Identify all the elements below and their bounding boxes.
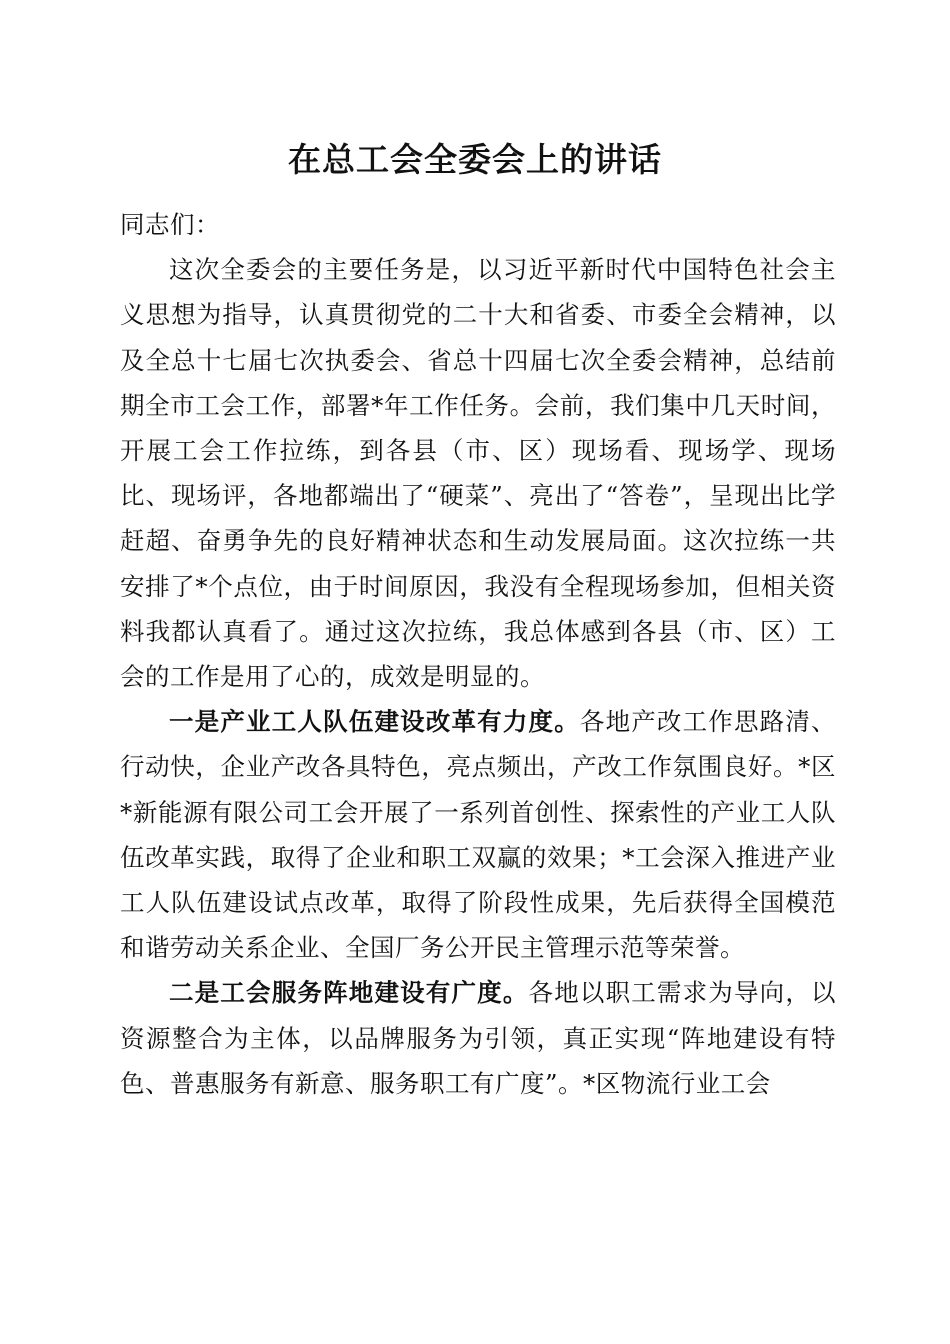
paragraph-point-two-text: 各地以职工需求为导向，以资源整合为主体，以品牌服务为引领，真正实现“阵地建设有特色、普惠服务有新意、服务职工有广度”。*区物流行业工会 — [120, 978, 837, 1098]
paragraph-point-one — [120, 699, 836, 970]
document-title: 在总工会全委会上的讲话 — [288, 140, 662, 179]
paragraph-intro-text: 这次全委会的主要任务是，以习近平新时代中国特色社会主义思想为指导，认真贯彻党的二十大和省委、市委全会精神，以及全总十七届七次执委会、省总十四届七次全委会精神，总结前期全市工会工作，部署*年工作任务。会前，我们集中几天时间，开展工会工作拉练，到各县（市、区）现场看、现场学、现场比、现场评，各地都端出了“硬菜”、亮出了“答卷”，呈现出比学赶超、奋勇争先的良好精神状态和生动发展局面。这次拉练一共安排了*个点位，由于时间原因，我没有全程现场参加，但相关资料我都认真看了。通过这次拉练，我总体感到各县（市、区）工会的工作是用了心的，成效是明显的。 — [120, 255, 836, 692]
salutation: 同志们： — [120, 210, 220, 239]
paragraph-point-one-lead: 一是产业工人队伍建设改革有力度。 — [169, 707, 580, 737]
paragraph-point-two — [120, 970, 836, 1106]
document-body — [120, 202, 836, 1106]
paragraph-intro — [120, 247, 836, 699]
paragraph-point-two-lead: 二是工会服务阵地建设有广度。 — [169, 978, 529, 1008]
paragraph-point-one-text: 各地产改工作思路清、行动快，企业产改各具特色，亮点频出，产改工作氛围良好。*区*新能源有限公司工会开展了一系列首创性、探索性的产业工人队伍改革实践，取得了企业和职工双赢的效果；*工会深入推进产业工人队伍建设试点改革，取得了阶段性成果，先后获得全国模范和谐劳动关系企业、全国厂务公开民主管理示范等荣誉。 — [120, 707, 837, 963]
